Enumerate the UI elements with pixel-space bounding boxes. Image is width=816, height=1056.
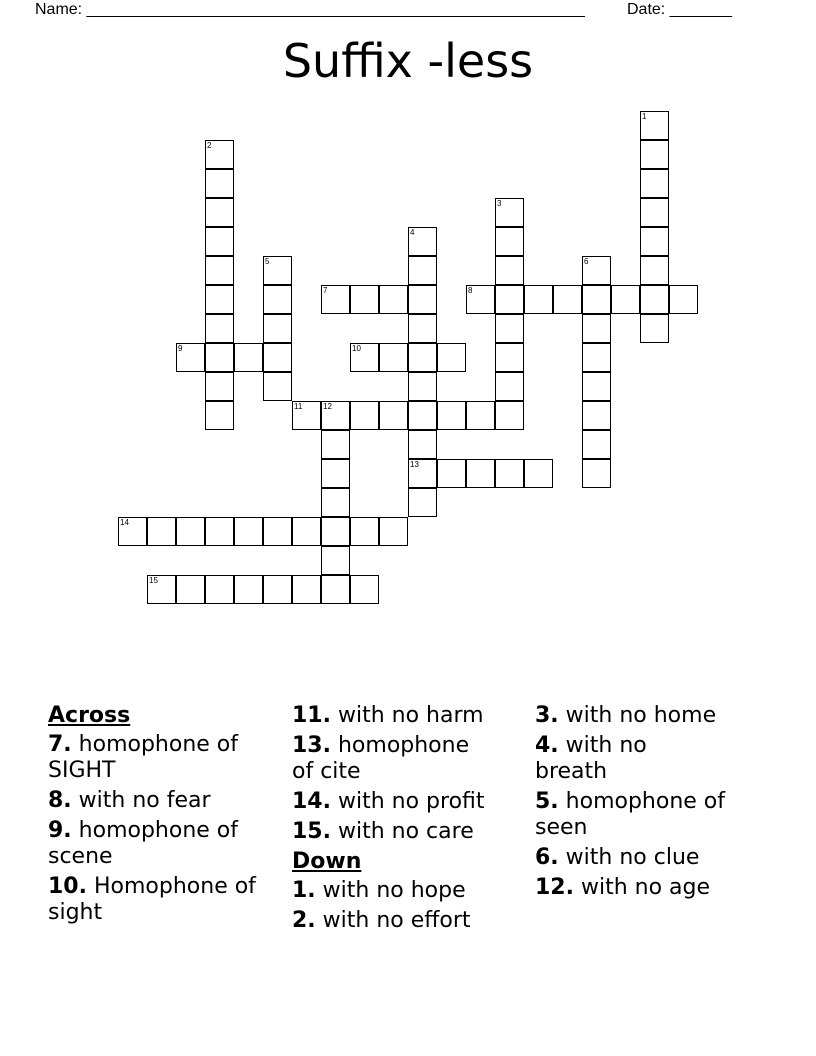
grid-cell[interactable] <box>263 285 292 314</box>
clues-column-3 <box>535 703 745 905</box>
grid-cell[interactable] <box>205 140 234 169</box>
grid-cell[interactable] <box>292 575 321 604</box>
grid-cell[interactable] <box>379 517 408 546</box>
grid-cell[interactable] <box>379 401 408 430</box>
clue-down-12: 12. with no age <box>535 875 711 900</box>
grid-cell[interactable] <box>321 285 350 314</box>
grid-cell[interactable] <box>495 459 524 488</box>
clue-down-6: 6. with no clue <box>535 845 700 870</box>
cell-number: 1 <box>642 112 647 121</box>
grid-cell[interactable] <box>611 285 640 314</box>
grid-cell[interactable] <box>582 459 611 488</box>
grid-cell[interactable] <box>379 285 408 314</box>
grid-cell[interactable] <box>263 575 292 604</box>
grid-cell[interactable] <box>205 517 234 546</box>
grid-cell[interactable] <box>147 517 176 546</box>
grid-cell[interactable] <box>263 517 292 546</box>
grid-cell[interactable] <box>495 401 524 430</box>
grid-cell[interactable] <box>553 285 582 314</box>
cell-number: 13 <box>410 460 419 469</box>
grid-cell[interactable] <box>466 401 495 430</box>
grid-cell[interactable] <box>408 256 437 285</box>
grid-cell[interactable] <box>640 314 669 343</box>
cell-number: 7 <box>323 286 328 295</box>
grid-cell[interactable] <box>350 285 379 314</box>
grid-cell[interactable] <box>582 401 611 430</box>
grid-cell[interactable] <box>640 227 669 256</box>
clue-across-14: 14. with no profit <box>292 789 485 814</box>
grid-cell[interactable] <box>640 169 669 198</box>
grid-cell[interactable] <box>408 285 437 314</box>
grid-cell[interactable] <box>495 343 524 372</box>
across-heading: Across <box>48 703 131 728</box>
grid-cell[interactable] <box>176 517 205 546</box>
clue-down-3: 3. with no home <box>535 703 717 728</box>
grid-cell[interactable] <box>669 285 698 314</box>
cell-number: 9 <box>178 344 183 353</box>
clue-down-5: 5. homophone of seen <box>535 789 726 840</box>
grid-cell[interactable] <box>205 372 234 401</box>
grid-cell[interactable] <box>176 343 205 372</box>
grid-cell[interactable] <box>292 401 321 430</box>
grid-cell[interactable] <box>321 575 350 604</box>
grid-cell[interactable] <box>466 285 495 314</box>
grid-cell[interactable] <box>205 198 234 227</box>
cell-number: 2 <box>207 141 212 150</box>
clue-across-15: 15. with no care <box>292 819 474 844</box>
grid-cell[interactable] <box>205 256 234 285</box>
grid-cell[interactable] <box>640 256 669 285</box>
grid-cell[interactable] <box>640 111 669 140</box>
clue-across-9: 9. homophone of scene <box>48 818 239 869</box>
grid-cell[interactable] <box>118 517 147 546</box>
grid-cell[interactable] <box>350 401 379 430</box>
grid-cell[interactable] <box>234 517 263 546</box>
grid-cell[interactable] <box>234 575 263 604</box>
grid-cell[interactable] <box>205 169 234 198</box>
cell-number: 6 <box>584 257 589 266</box>
grid-cell[interactable] <box>495 227 524 256</box>
grid-cell[interactable] <box>495 256 524 285</box>
grid-cell[interactable] <box>582 430 611 459</box>
cell-number: 15 <box>149 576 158 585</box>
grid-cell[interactable] <box>640 198 669 227</box>
grid-cell[interactable] <box>205 227 234 256</box>
cell-number: 14 <box>120 518 129 527</box>
grid-cell[interactable] <box>321 546 350 575</box>
grid-cell[interactable] <box>524 459 553 488</box>
grid-cell[interactable] <box>350 343 379 372</box>
grid-cell[interactable] <box>292 517 321 546</box>
grid-cell[interactable] <box>321 459 350 488</box>
grid-cell[interactable] <box>437 343 466 372</box>
grid-cell[interactable] <box>263 343 292 372</box>
date-field[interactable]: Date: _______ <box>627 1 732 18</box>
grid-cell[interactable] <box>205 285 234 314</box>
grid-cell[interactable] <box>205 575 234 604</box>
grid-cell[interactable] <box>176 575 205 604</box>
grid-cell[interactable] <box>582 314 611 343</box>
clue-down-2: 2. with no effort <box>292 908 471 933</box>
grid-cell[interactable] <box>408 430 437 459</box>
clue-across-13: 13. homophone of cite <box>292 733 470 784</box>
grid-cell[interactable] <box>205 314 234 343</box>
grid-cell[interactable] <box>321 488 350 517</box>
grid-cell[interactable] <box>205 401 234 430</box>
cell-number: 5 <box>265 257 270 266</box>
clue-down-4: 4. with no breath <box>535 733 647 784</box>
grid-cell[interactable] <box>437 459 466 488</box>
cell-number: 11 <box>294 402 303 411</box>
grid-cell[interactable] <box>495 314 524 343</box>
grid-cell[interactable] <box>379 343 408 372</box>
grid-cell[interactable] <box>147 575 176 604</box>
grid-cell[interactable] <box>466 459 495 488</box>
page-title: Suffix -less <box>282 34 534 88</box>
grid-cell[interactable] <box>437 401 466 430</box>
clue-across-8: 8. with no fear <box>48 788 211 813</box>
down-heading: Down <box>292 849 362 874</box>
cell-number: 8 <box>468 286 473 295</box>
grid-cell[interactable] <box>524 285 553 314</box>
grid-cell[interactable] <box>408 488 437 517</box>
grid-cell[interactable] <box>321 430 350 459</box>
grid-cell[interactable] <box>205 343 234 372</box>
clue-across-7: 7. homophone of SIGHT <box>48 732 239 783</box>
grid-cell[interactable] <box>350 575 379 604</box>
grid-cell[interactable] <box>263 256 292 285</box>
cell-number: 10 <box>352 344 361 353</box>
grid-cell[interactable] <box>640 285 669 314</box>
clue-across-11: 11. with no harm <box>292 703 484 728</box>
grid-cell[interactable] <box>234 343 263 372</box>
name-field[interactable]: Name: ________________________________________________________ <box>35 1 585 18</box>
cell-number: 12 <box>323 402 332 411</box>
grid-cell[interactable] <box>495 198 524 227</box>
clues-column-2 <box>292 703 522 938</box>
grid-cell[interactable] <box>408 459 437 488</box>
clue-across-10: 10. Homophone of sight <box>48 874 256 925</box>
grid-cell[interactable] <box>321 401 350 430</box>
grid-cell[interactable] <box>582 343 611 372</box>
clue-down-1: 1. with no hope <box>292 878 466 903</box>
grid-cell[interactable] <box>350 517 379 546</box>
grid-cell[interactable] <box>582 256 611 285</box>
clues-column-1 <box>48 703 283 930</box>
grid-cell[interactable] <box>321 517 350 546</box>
grid-cell[interactable] <box>408 227 437 256</box>
cell-number: 3 <box>497 199 502 208</box>
grid-cell[interactable] <box>263 372 292 401</box>
grid-cell[interactable] <box>582 285 611 314</box>
grid-cell[interactable] <box>408 314 437 343</box>
cell-number: 4 <box>410 228 415 237</box>
grid-cell[interactable] <box>408 343 437 372</box>
grid-cell[interactable] <box>263 314 292 343</box>
grid-cell[interactable] <box>408 372 437 401</box>
grid-cell[interactable] <box>640 140 669 169</box>
grid-cell[interactable] <box>408 401 437 430</box>
grid-cell[interactable] <box>582 372 611 401</box>
grid-cell[interactable] <box>495 285 524 314</box>
grid-cell[interactable] <box>495 372 524 401</box>
